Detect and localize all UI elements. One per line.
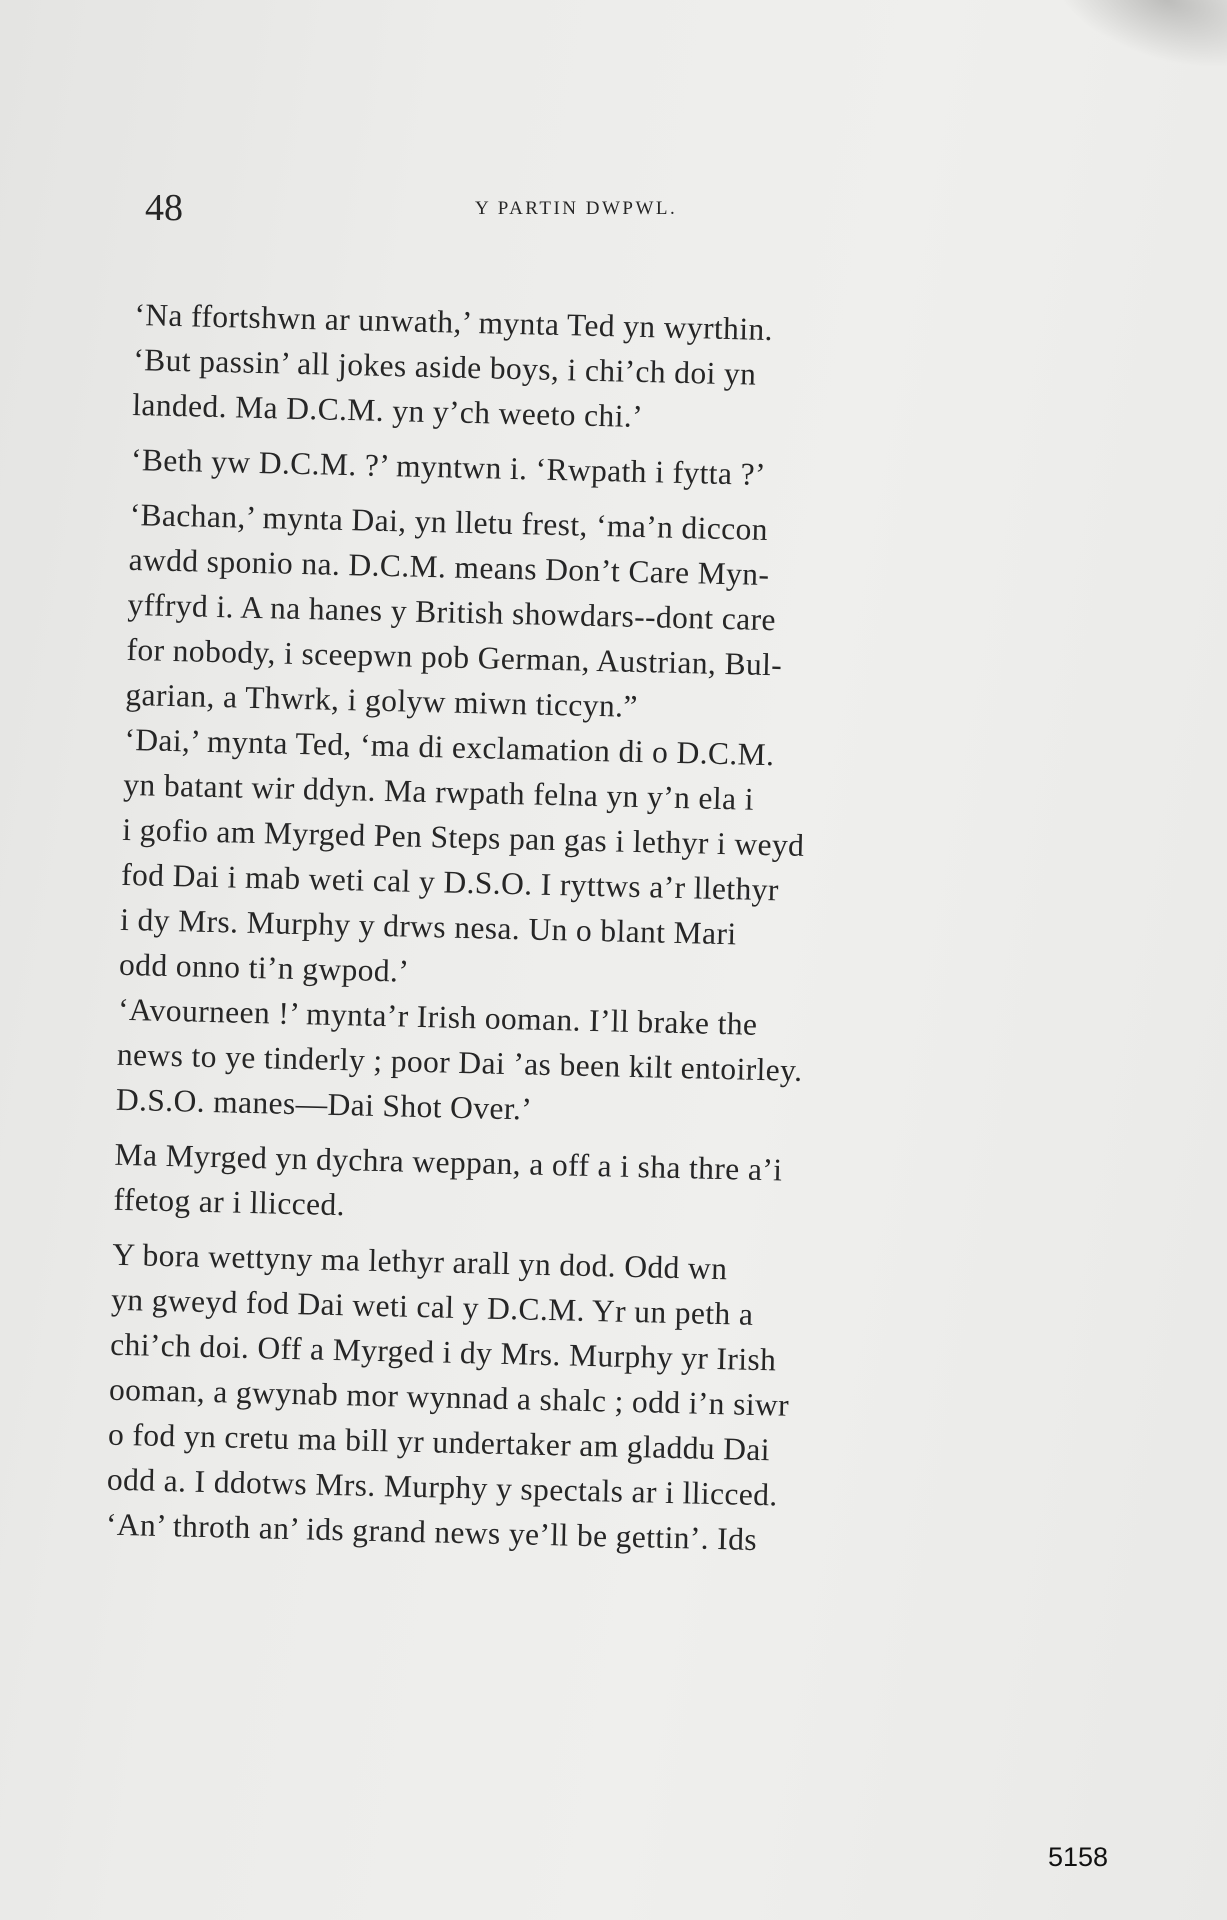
text-line: odd onno ti’n gwpod.’ bbox=[118, 946, 410, 989]
paragraph bbox=[115, 492, 1130, 1145]
page-header bbox=[145, 186, 1045, 236]
text-line: o fod yn cretu ma bill yr undertaker am gladdu Dai bbox=[107, 1416, 771, 1468]
text-line: Y bora wettyny ma lethyr arall yn dod. Odd wn bbox=[111, 1236, 728, 1287]
text-line: yn batant wir ddyn. Ma rwpath felna yn y’n ela i bbox=[122, 766, 755, 817]
paragraph bbox=[132, 292, 1135, 451]
text-line: i dy Mrs. Murphy y drws nesa. Un o blant Mari bbox=[119, 901, 737, 952]
catalog-id-number: 5158 bbox=[1048, 1842, 1109, 1872]
text-line: yffryd i. A na hanes y British showdars--dont care bbox=[127, 586, 777, 638]
text-line: ‘Beth yw D.C.M. ?’ myntwn i. ‘Rwpath i fytta ?’ bbox=[130, 441, 767, 492]
text-line: yn gweyd fod Dai weti cal y D.C.M. Yr un peth a bbox=[110, 1281, 754, 1332]
text-line: ‘But passin’ all jokes aside boys, i chi’ch doi yn bbox=[132, 341, 757, 392]
text-line: ‘Na ffortshwn ar unwath,’ mynta Ted yn wyrthin. bbox=[134, 296, 774, 348]
text-line: ooman, a gwynab mor wynnad a shalc ; odd i’n siwr bbox=[108, 1371, 790, 1423]
page-corner-shadow bbox=[1034, 0, 1227, 94]
text-line: i gofio am Myrged Pen Steps pan gas i lethyr i weyd bbox=[121, 811, 805, 863]
text-line: ffetog ar i llicced. bbox=[113, 1181, 346, 1223]
text-line: odd a. I ddotws Mrs. Murphy y spectals ar i llicced. bbox=[106, 1461, 779, 1513]
text-line: D.S.O. manes—Dai Shot Over.’ bbox=[115, 1081, 533, 1127]
text-line: ‘An’ throth an’ ids grand news ye’ll be gettin’. Ids bbox=[105, 1506, 758, 1557]
page-number: 48 bbox=[145, 187, 183, 229]
text-line: fod Dai i mab weti cal y D.S.O. I ryttws a’r llethyr bbox=[120, 856, 780, 908]
body-text bbox=[105, 292, 1134, 1570]
text-line: for nobody, i sceepwn pob German, Austrian, Bul- bbox=[126, 631, 783, 683]
text-line: chi’ch doi. Off a Myrged i dy Mrs. Murphy yr Irish bbox=[109, 1326, 777, 1378]
text-line: Ma Myrged yn dychra weppan, a off a i sha thre a’i bbox=[114, 1136, 783, 1188]
paragraph bbox=[105, 1232, 1112, 1570]
running-title: Y PARTIN DWPWL. bbox=[475, 198, 678, 219]
text-line: awdd sponio na. D.C.M. means Don’t Care Myn- bbox=[128, 541, 770, 593]
text-line: landed. Ma D.C.M. yn y’ch weeto chi.’ bbox=[131, 386, 644, 434]
text-line: ‘Bachan,’ mynta Dai, yn lletu frest, ‘ma’n diccon bbox=[129, 496, 769, 547]
text-line: news to ye tinderly ; poor Dai ’as been kilt entoirley. bbox=[116, 1036, 803, 1088]
text-line: ‘Avourneen !’ mynta’r Irish ooman. I’ll brake the bbox=[117, 991, 758, 1042]
text-line: garian, a Thwrk, i golyw miwn ticcyn.” bbox=[125, 676, 639, 724]
text-line: ‘Dai,’ mynta Ted, ‘ma di exclamation di o D.C.M. bbox=[124, 721, 775, 773]
